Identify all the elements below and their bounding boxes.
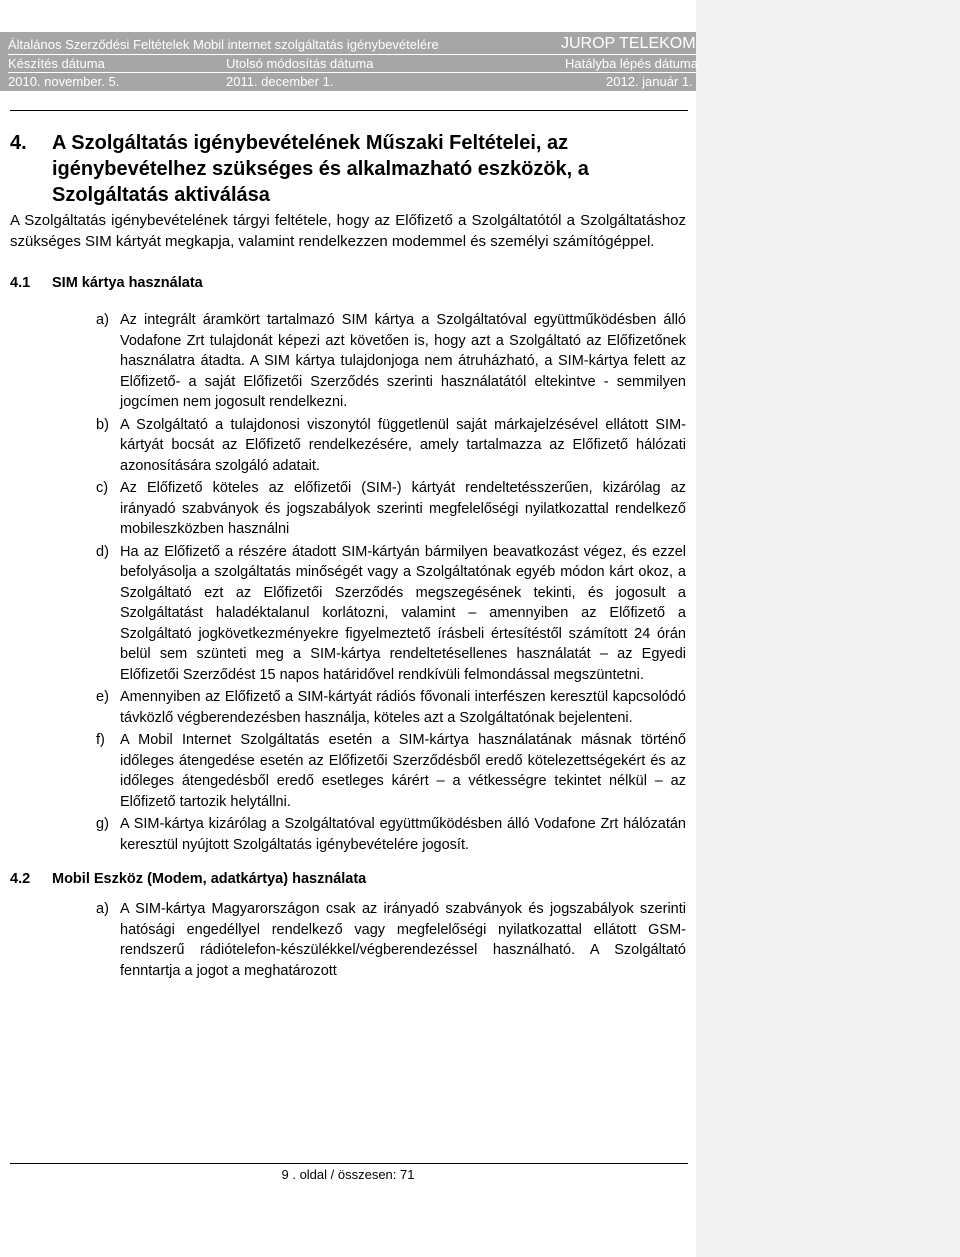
item-label: d)	[96, 543, 109, 560]
header-doc-title: Általános Szerződési Feltételek Mobil internet szolgáltatás igénybevételére	[8, 37, 439, 52]
item-label: a)	[96, 312, 109, 328]
footer-rule	[10, 1163, 688, 1164]
item-text: Ha az Előfizető a részére átadott SIM-kártyán bármilyen beavatkozást végez, és ezzel befolyásolja a szolgáltatás minőségét vagy a Szolgáltatónak egyéb módon kárt okoz, a Szolgáltató ezt az Előfizetői Szerződés megszegésének tekinti, és jogosult a Szolgáltatást haladéktalanul korlátozni, valamint – amennyiben az Előfizető a Szolgáltató jogkövetkezményekre figyelmeztető írásbeli értesítéstől számított 24 órán belül sem szünteti meg a SIM-kártya rendeltetésellenes használatát – az Egyedi Előfizetői Szerződést 15 napos határidővel rendkívüli felmondással megszüntetni.	[120, 543, 686, 683]
item-label: g)	[96, 816, 109, 832]
item-label: c)	[96, 480, 109, 496]
item-label: a)	[96, 901, 109, 917]
header-company: JUROP TELEKOM	[561, 35, 696, 52]
item-text: A Mobil Internet Szolgáltatás esetén a SIM-kártya használatának másnak történő időleges átengedése esetén az Előfizetői Szerződésből eredő kötelezettségekért és az időleges átengedésből eredő esetleges kárért – a vétkességre tekintet nélkül – az Előfizető tartozik helytállni.	[120, 732, 686, 810]
item-text: A Szolgáltató a tulajdonosi viszonytól függetlenül saját márkajelzésével ellátott SIM-kártyát bocsát az Előfizető rendelkezésére, amely tartalmazza az Előfizető hálózati azonosítására szolgáló adatait.	[120, 416, 686, 474]
header-divider	[8, 54, 696, 55]
subsection-number: 4.1	[10, 275, 31, 291]
item-text: Az integrált áramkört tartalmazó SIM kártya a Szolgáltatóval együttműködésben álló Vodafone Zrt tulajdonát képezi azt követően is, hogy azt a Szolgáltató az Előfizetőnek használatra átadta. A SIM kártya tulajdonjoga nem átruházható, a SIM-kártya felett az Előfizető- a saját Előfizetői Szerződés szerinti használatától eltekintve - semmilyen jogcímen nem jogosult rendelkezni.	[120, 312, 686, 410]
list-item	[96, 899, 686, 981]
item-label: f)	[96, 732, 105, 748]
subsection-heading	[10, 273, 686, 293]
document-body	[10, 130, 686, 983]
list-item	[96, 730, 686, 812]
subsection-title: SIM kártya használata	[52, 275, 203, 291]
item-label: e)	[96, 689, 109, 705]
list-item	[96, 415, 686, 477]
mobile-device-rules-list	[10, 899, 686, 981]
section-number: 4.	[10, 132, 27, 154]
list-item	[96, 814, 686, 855]
list-item	[96, 310, 686, 413]
page-number: 9 . oldal / összesen: 71	[281, 1167, 415, 1182]
header-effective-date: 2012. január 1.	[606, 74, 693, 89]
header-created-date: 2010. november. 5.	[8, 74, 120, 89]
sim-card-rules-list	[10, 310, 686, 855]
section-title: A Szolgáltatás igénybevételének Műszaki Feltételei, az igénybevételhez szükséges és alkalmazható eszközök, a Szolgáltatás aktiválása	[52, 132, 589, 206]
item-text: Amennyiben az Előfizető a SIM-kártyát rádiós fővonali interfészen keresztül kapcsolódó távközlő végberendezésben használja, köteles azt a Szolgáltatónak bejelenteni.	[120, 689, 686, 726]
item-text: A SIM-kártya kizárólag a Szolgáltatóval együttműködésben álló Vodafone Zrt hálózatán keresztül nyújtott Szolgáltatás igénybevételére jogosít.	[120, 816, 686, 853]
header-divider	[8, 72, 696, 73]
header-rule	[10, 110, 688, 111]
list-item	[96, 478, 686, 540]
section-heading	[10, 130, 686, 208]
subsection-heading	[10, 869, 686, 889]
subsection-title: Mobil Eszköz (Modem, adatkártya) használata	[52, 871, 367, 887]
item-label: b)	[96, 416, 109, 433]
list-item	[96, 687, 686, 728]
header-effective-label: Hatályba lépés dátuma	[565, 56, 698, 71]
document-header	[0, 32, 696, 91]
header-created-label: Készítés dátuma	[8, 56, 105, 71]
list-item	[96, 542, 686, 686]
header-modified-label: Utolsó módosítás dátuma	[226, 56, 374, 71]
header-modified-date: 2011. december 1.	[226, 74, 334, 89]
item-text: Az Előfizető köteles az előfizetői (SIM-) kártyát rendeltetésszerűen, kizárólag az irányadó szabványok és jogszabályok szerinti megfelelőségi nyilatkozattal rendelkező mobileszközben használni	[120, 480, 686, 537]
section-intro: A Szolgáltatás igénybevételének tárgyi feltétele, hogy az Előfizető a Szolgáltatótól a Szolgáltatáshoz szükséges SIM kártyát megkapja, valamint rendelkezzen modemmel és személyi számítógéppel.	[10, 212, 686, 250]
comment-margin-panel	[696, 0, 960, 1257]
subsection-number: 4.2	[10, 871, 31, 887]
item-text: A SIM-kártya Magyarországon csak az irányadó szabványok és jogszabályok szerinti hatósági engedéllyel rendelkező vagy megfelelőségi nyilatkozattal ellátott GSM-rendszerű rádiótelefon-készülékkel/végberendezéssel használható. A Szolgáltató fenntartja a jogot a meghatározott	[120, 901, 686, 979]
